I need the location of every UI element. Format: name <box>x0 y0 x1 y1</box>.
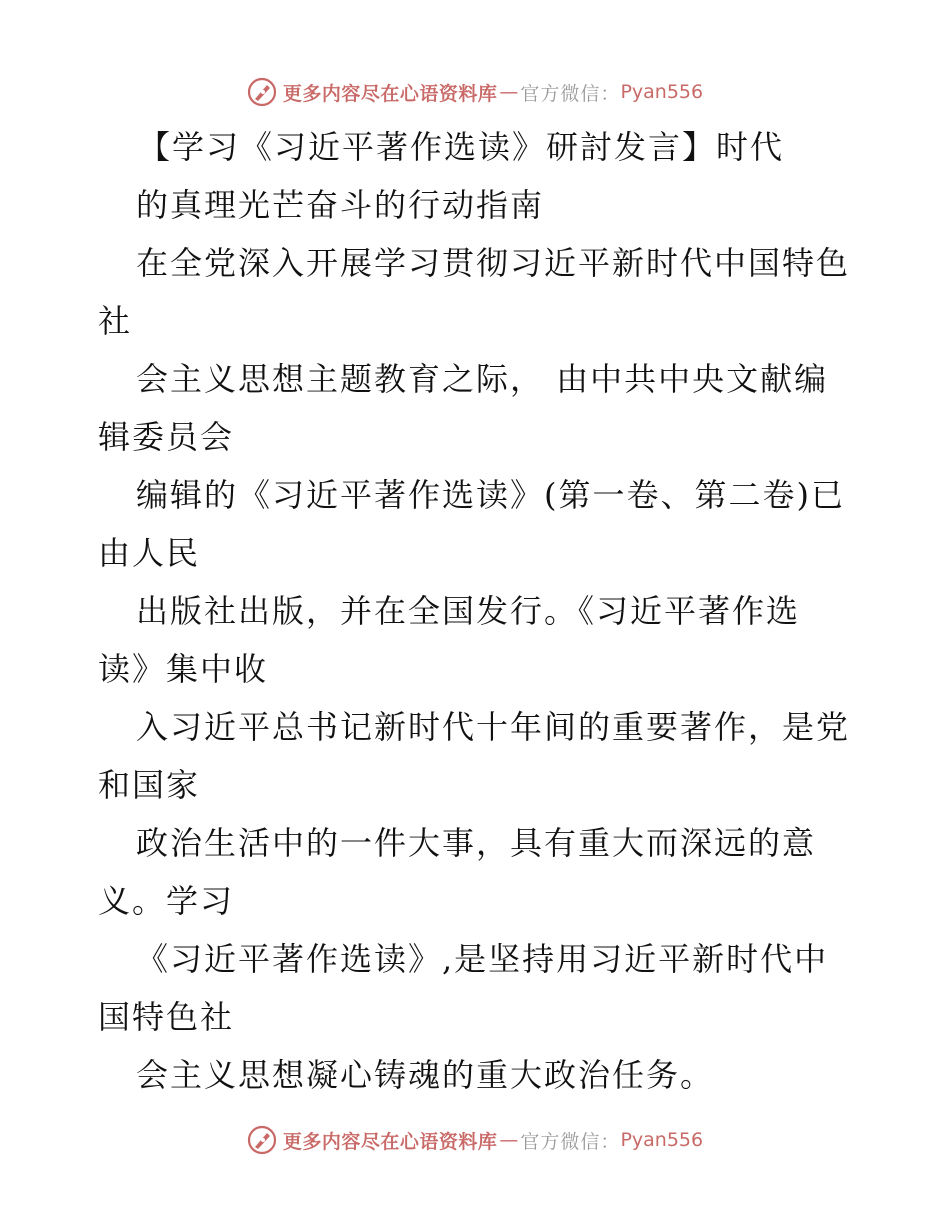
watermark-brand: 更多内容尽在心语资料库 <box>282 1130 498 1153</box>
paragraph-line: 义。学习 <box>98 882 235 920</box>
watermark-wechat-id: Pyan556 <box>620 1129 704 1151</box>
paragraph-line: 辑委员会 <box>98 418 235 456</box>
paragraph-line: 会主义思想主题教育之际， 由中共中央文献编 <box>136 360 829 398</box>
paragraph-line: 入习近平总书记新时代十年间的重要著作，是党 <box>136 708 851 746</box>
paragraph-line: 社 <box>98 302 133 340</box>
document-title-line-1: 【学习《习近平著作选读》研討发言】时代 <box>138 128 785 166</box>
watermark-dash: — <box>499 1129 519 1151</box>
document-title-line-2: 的真理光芒奋斗的行动指南 <box>136 186 545 224</box>
paragraph-line: 编辑的《习近平著作选读》(第一卷、第二卷)已 <box>136 476 845 514</box>
document-body <box>98 118 858 1104</box>
watermark-dash: — <box>499 81 519 103</box>
paragraph-line: 出版社出版，并在全国发行。《习近平著作选 <box>136 592 801 630</box>
watermark-brand: 更多内容尽在心语资料库 <box>282 82 498 105</box>
quill-logo-icon <box>247 77 277 107</box>
paragraph-line: 由人民 <box>98 534 201 572</box>
paragraph-line: 《习近平著作选读》,是坚持用习近平新时代中 <box>136 940 829 978</box>
paragraph-line: 读》集中收 <box>98 650 269 688</box>
paragraph-line: 在全党深入开展学习贯彻习近平新时代中国特色 <box>136 244 851 282</box>
paragraph-line: 国特色社 <box>98 998 235 1036</box>
footer-watermark <box>0 1120 950 1160</box>
paragraph-line: 会主义思想凝心铸魂的重大政治任务。 <box>136 1056 715 1094</box>
quill-logo-icon <box>247 1125 277 1155</box>
watermark-official-label: 官方微信： <box>520 1130 621 1153</box>
watermark-official-label: 官方微信： <box>520 82 621 105</box>
header-watermark <box>0 72 950 112</box>
watermark-wechat-id: Pyan556 <box>620 81 704 103</box>
paragraph-line: 和国家 <box>98 766 201 804</box>
paragraph-line: 政治生活中的一件大事，具有重大而深远的意 <box>136 824 817 862</box>
